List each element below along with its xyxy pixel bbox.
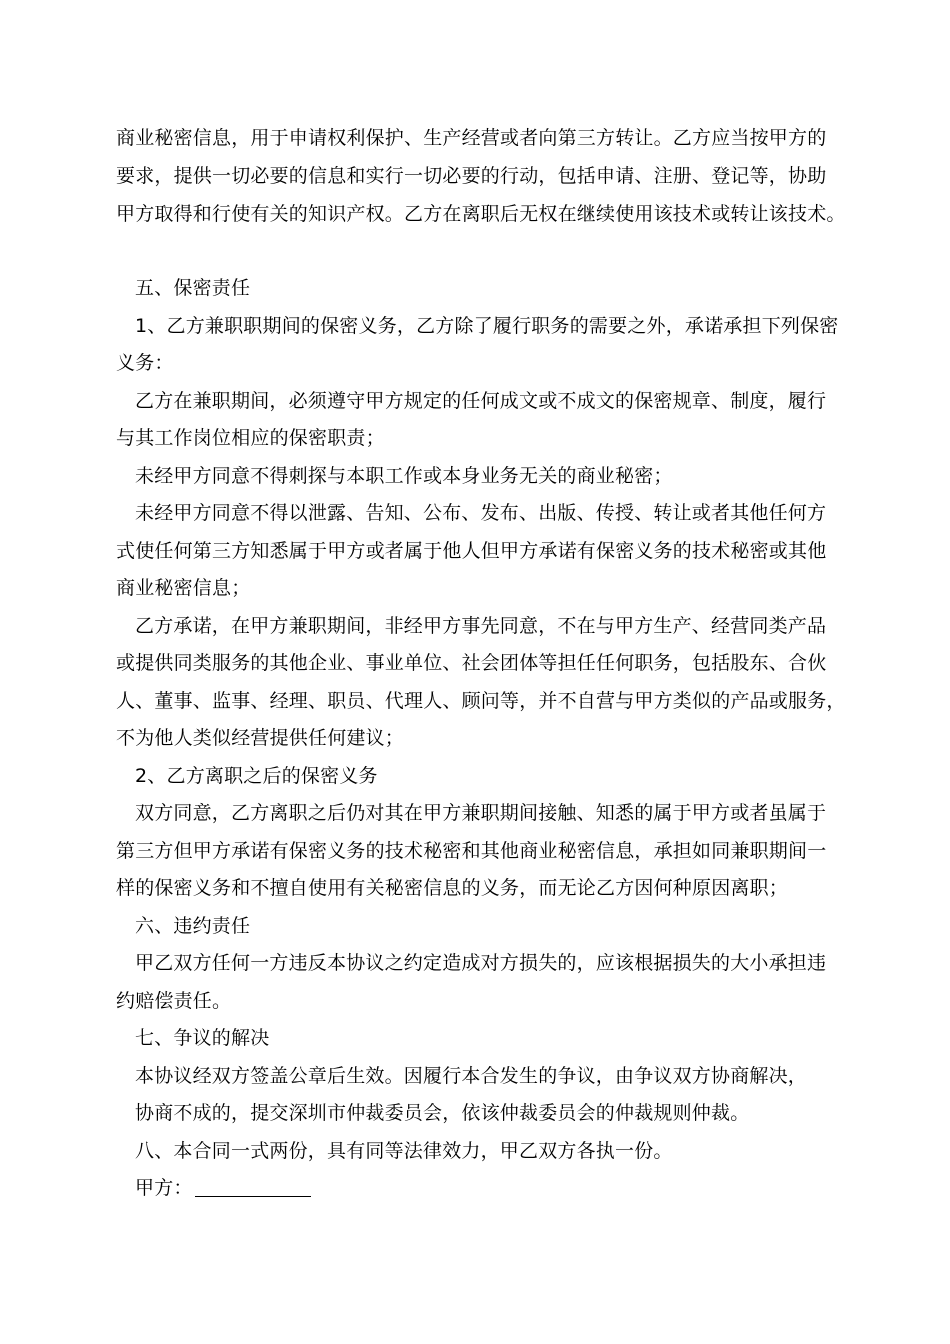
section-heading: 六、违约责任 [135, 915, 251, 937]
paragraph-line: 双方同意，乙方离职之后仍对其在甲方兼职期间接触、知悉的属于甲方或者虽属于 [135, 802, 827, 824]
paragraph-line: 本协议经双方签盖公章后生效。因履行本合发生的争议，由争议双方协商解决， [135, 1065, 808, 1087]
section-heading: 七、争议的解决 [135, 1027, 270, 1049]
paragraph-line: 未经甲方同意不得以泄露、告知、公布、发布、出版、传授、转让或者其他任何方 [135, 502, 827, 524]
signature-blank [195, 1178, 311, 1197]
paragraph-line: 商业秘密信息； [116, 577, 251, 599]
paragraph-line: 约赔偿责任。 [116, 990, 232, 1012]
paragraph-line: 甲方取得和行使有关的知识产权。乙方在离职后无权在继续使用该技术或转让该技术。 [116, 203, 846, 225]
paragraph-line: 八、本合同一式两份，具有同等法律效力，甲乙双方各执一份。 [135, 1140, 673, 1162]
section-heading: 五、保密责任 [135, 277, 251, 299]
paragraph-line: 第三方但甲方承诺有保密义务的技术秘密和其他商业秘密信息，承担如同兼职期间一 [116, 840, 827, 862]
paragraph-line: 乙方承诺，在甲方兼职期间，非经甲方事先同意，不在与甲方生产、经营同类产品 [135, 615, 827, 637]
paragraph-line: 与其工作岗位相应的保密职责； [116, 427, 385, 449]
paragraph-line: 协商不成的，提交深圳市仲裁委员会，依该仲裁委员会的仲裁规则仲裁。 [135, 1102, 750, 1124]
section-heading: 2、乙方离职之后的保密义务 [135, 765, 378, 787]
paragraph-line: 要求，提供一切必要的信息和实行一切必要的行动，包括申请、注册、登记等，协助 [116, 165, 827, 187]
paragraph-line: 未经甲方同意不得刺探与本职工作或本身业务无关的商业秘密； [135, 465, 673, 487]
paragraph-line: 义务： [116, 352, 174, 374]
signature-row [135, 1176, 311, 1200]
paragraph-line: 乙方在兼职期间，必须遵守甲方规定的任何成文或不成文的保密规章、制度，履行 [135, 390, 827, 412]
signature-label: 甲方： [135, 1177, 193, 1199]
paragraph-line: 商业秘密信息，用于申请权利保护、生产经营或者向第三方转让。乙方应当按甲方的 [116, 127, 827, 149]
paragraph-line: 人、董事、监事、经理、职员、代理人、顾问等，并不自营与甲方类似的产品或服务， [116, 690, 846, 712]
paragraph-line: 1、乙方兼职职期间的保密义务，乙方除了履行职务的需要之外，承诺承担下列保密 [135, 315, 839, 337]
paragraph-line: 或提供同类服务的其他企业、事业单位、社会团体等担任任何职务，包括股东、合伙 [116, 652, 827, 674]
paragraph-line: 样的保密义务和不擅自使用有关秘密信息的义务，而无论乙方因何种原因离职； [116, 877, 789, 899]
paragraph-line: 不为他人类似经营提供任何建议； [116, 727, 405, 749]
paragraph-line: 甲乙双方任何一方违反本协议之约定造成对方损失的，应该根据损失的大小承担违 [135, 952, 827, 974]
paragraph-line: 式使任何第三方知悉属于甲方或者属于他人但甲方承诺有保密义务的技术秘密或其他 [116, 540, 827, 562]
